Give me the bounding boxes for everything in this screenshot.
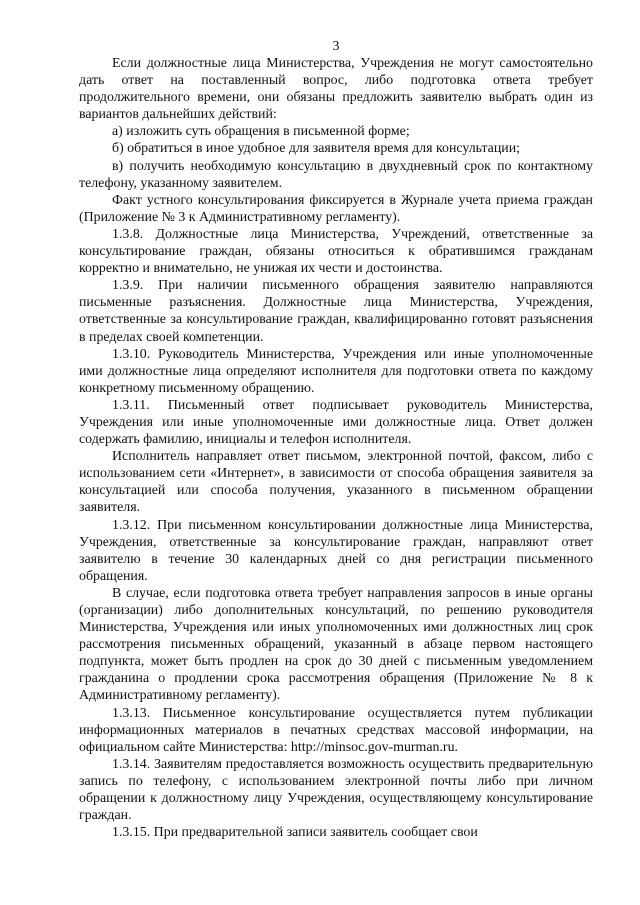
paragraph-1-3-13: 1.3.13. Письменное консультирование осуществляется путем публикации информационных материалов в печатных средствах массовой информации, на официальном сайте Министерства: http://minsoc.gov-murman.ru. (79, 705, 593, 755)
paragraph-option-a: а) изложить суть обращения в письменной форме; (112, 124, 410, 140)
paragraph-1-3-11: 1.3.11. Письменный ответ подписывает руководитель Министерства, Учреждения или иные уполномоченные ими должностные лица. Ответ должен содержать фамилию, инициалы и телефон исполнителя. (79, 397, 593, 448)
paragraph-oral-consult-log: Факт устного консультирования фиксируется в Журнале учета приема граждан (Приложение № 3 к Административному регламенту). (79, 192, 593, 225)
paragraph-1-3-15: 1.3.15. При предварительной записи заявитель сообщает свои (112, 825, 478, 841)
paragraph-1-3-8: 1.3.8. Должностные лица Министерства, Учреждений, ответственные за консультирование граждан, обязаны относиться к обратившимся гражданам корректно и внимательно, не унижая их чести и достоинства. (79, 226, 593, 277)
paragraph-option-b: б) обратиться в иное удобное для заявителя время для консультации; (112, 141, 521, 157)
paragraph-option-c: в) получить необходимую консультацию в двухдневный срок по контактному телефону, указанному заявителем. (79, 158, 593, 191)
paragraph-intro: Если должностные лица Министерства, Учреждения не могут самостоятельно дать ответ на поставленный вопрос, либо подготовка ответа требует продолжительного времени, они обязаны предложить заявителю выбрать один из вариантов дальнейших действий: (79, 56, 593, 123)
paragraph-1-3-10: 1.3.10. Руководитель Министерства, Учреждения или иные уполномоченные ими должностные лица определяют исполнителя для подготовки ответа по каждому конкретному письменному обращению. (79, 346, 593, 396)
page-number: 3 (332, 39, 340, 54)
paragraph-executor-response: Исполнитель направляет ответ письмом, электронной почтой, факсом, либо с использованием сети «Интернет», в зависимости от способа обращения заявителя за консультацией или способа получения, указанного в письменном обращении заявителя. (79, 449, 593, 516)
paragraph-1-3-9: 1.3.9. При наличии письменного обращения заявителю направляются письменные разъяснения. Должностные лица Министерства, Учреждения, ответственные за консультирование граждан, квалифицированно готовят разъяснения в пределах своей компетенции. (79, 278, 593, 345)
paragraph-1-3-14: 1.3.14. Заявителям предоставляется возможность осуществить предварительную запись по телефону, с использованием электронной почты либо при личном обращении к должностному лицу Учреждения, осуществляющему консультирование граждан. (79, 756, 593, 824)
paragraph-1-3-12: 1.3.12. При письменном консультировании должностные лица Министерства, Учреждения, ответственные за консультирование граждан, направляют ответ заявителю в течение 30 календарных дней со дня регистрации письменного обращения. (79, 517, 593, 584)
paragraph-extension: В случае, если подготовка ответа требует направления запросов в иные органы (организации) либо дополнительных консультаций, по решению руководителя Министерства, Учреждения или иных уполномоченных ими должностных лиц срок рассмотрения письменных обращений, указанный в абзаце первом настоящего подпункта, может быть продлен на срок до 30 дней с письменным уведомлением гражданина о продлении срока рассмотрения обращения (Приложение № 8 к Административному регламенту). (79, 585, 593, 704)
